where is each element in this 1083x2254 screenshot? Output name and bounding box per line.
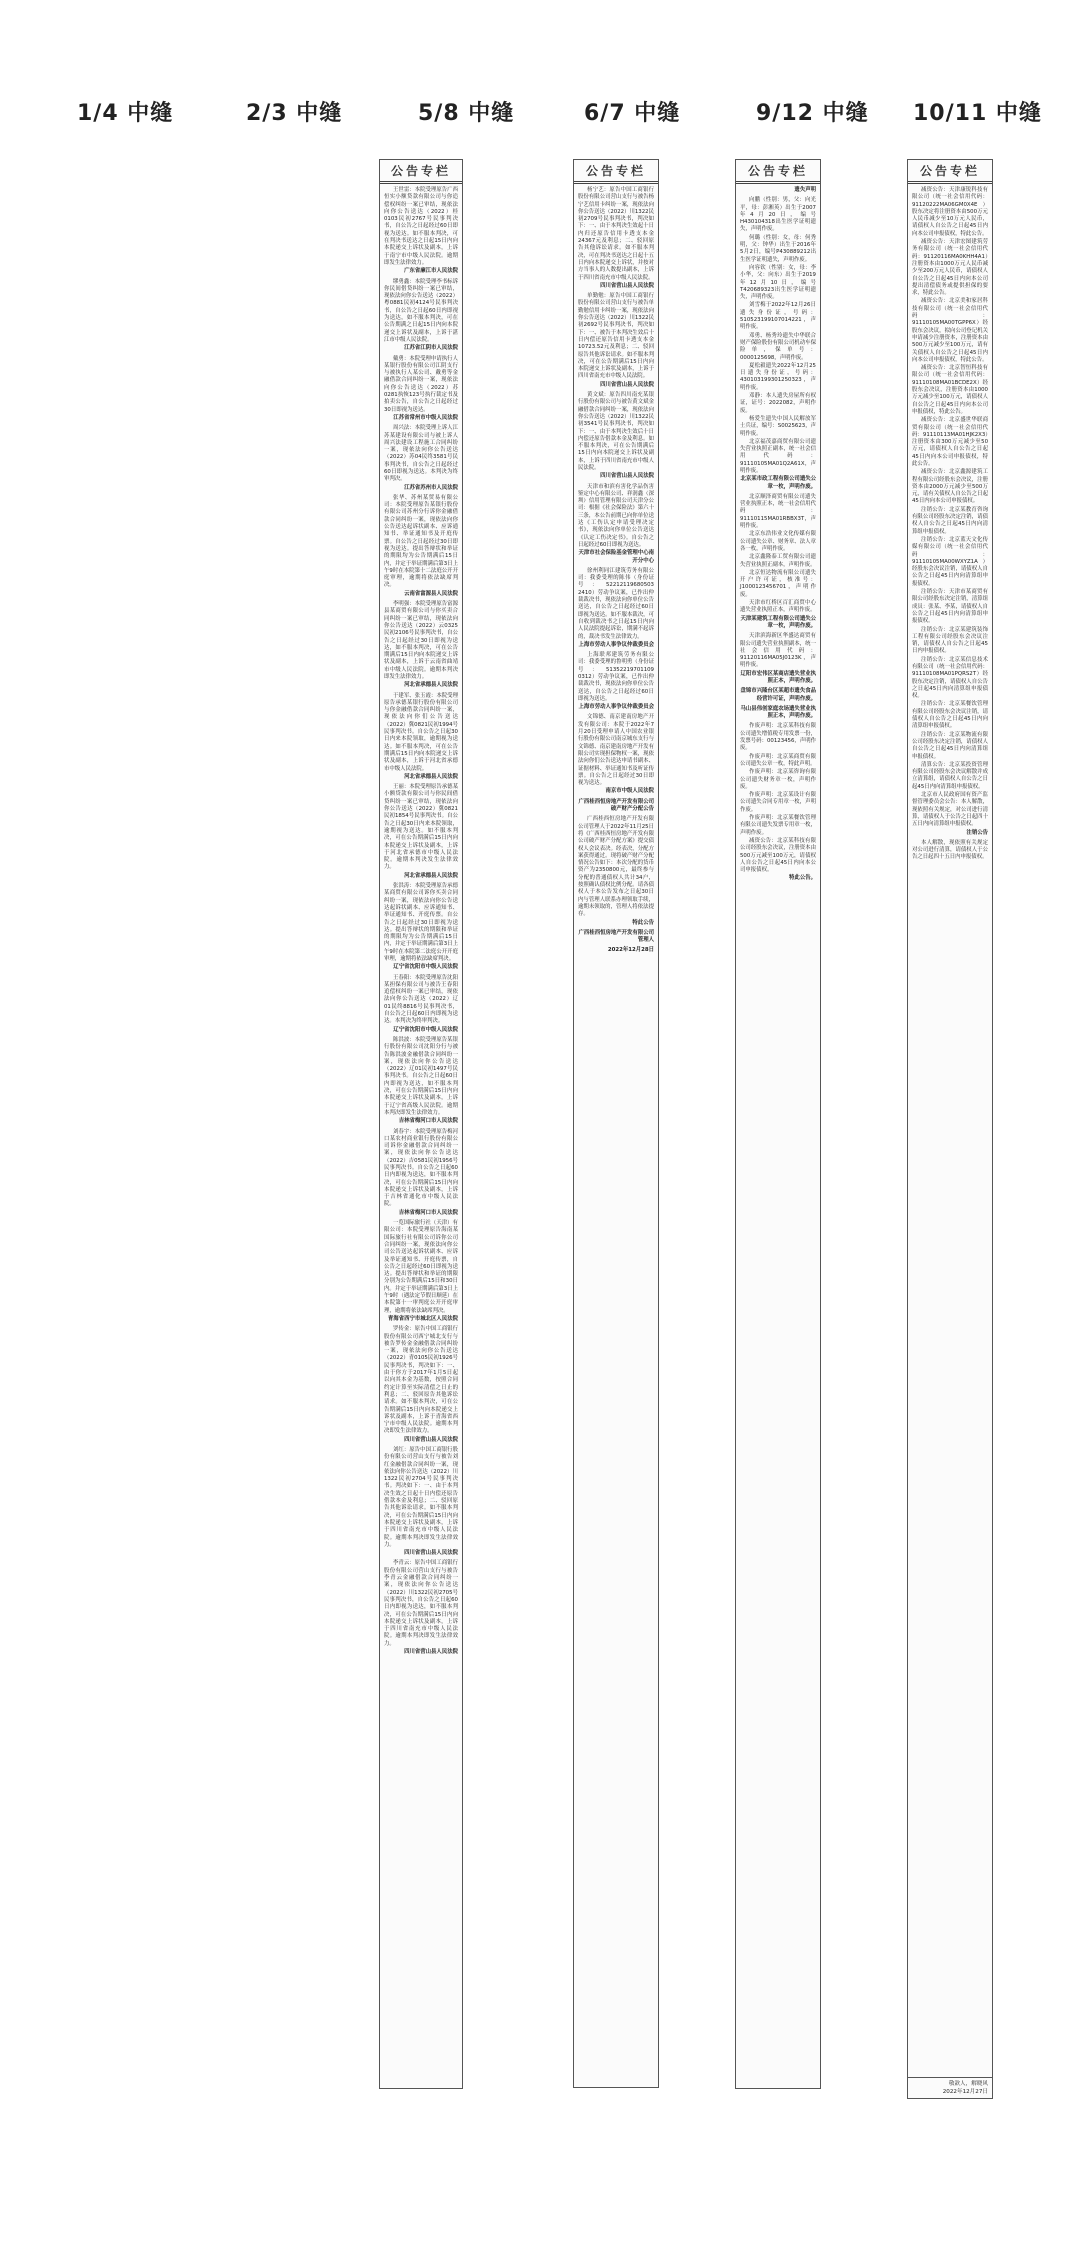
notice-paragraph: 注销公告：北京某餐饮管理有限公司经股东会决议注销，请债权人自公告之日起45日内向清算组申报债权。 <box>912 701 988 730</box>
page-label-1-4: 1/4 中缝 <box>77 101 174 126</box>
notice-paragraph: 北京市人民政府国有资产监督管理委员会公告：本人解散，现依照有关规定，对公司进行清算，请债权人于公告之日起四十五日内向清算组申报债权。 <box>912 792 988 828</box>
notice-paragraph: 作废声明：北京某商贸有限公司遗失公章一枚，特此声明。 <box>740 753 816 767</box>
notice-paragraph: 天津市和滨有害化学品伤害鉴定中心有限公司、祥润鑫（深圳）信用管理有限公司天津分公司：根据《社会保险法》第六十三条，本公告前期已向你单位送达《工伤认定申请受理决定书》，现依法向你单位公告送达《认定工伤决定书》。自公告之日起经过60日即视为送达。 <box>578 483 654 548</box>
notice-paragraph: 李青云：原告中国工商银行股份有限公司营山支行与被告李青云金融借款合同纠纷一案，现依法向你公告送达（2022）川1322民初2705号民事判决书，自公告之日起60日内即视为送达，如不服本判决，可在公告期满后15日内向本院递交上诉状及副本，上诉于四川省南充市中级人民法院。逾期本判决即发生法律效力。 <box>384 1560 458 1647</box>
notice-paragraph: 北京东浩伟业文化传媒有限公司遗失公章、财务章、法人章各一枚，声明作废。 <box>740 531 816 552</box>
notice-paragraph: 邓勇、杨秀玲遗失中华联合财产保险股份有限公司机动车保险单，保单号：0000125698，声明作废。 <box>740 332 816 361</box>
notice-paragraph: 李明强：本院受理原告富源县某商贸有限公司与你买卖合同纠纷一案已审结，现依法向你公告送达（2022）云0325民初2106号民事判决书，自公告之日起经过30日即视为送达，如不服本判决，可在公告期满后15日内向本院递交上诉状及副本，上诉于云南省曲靖市中级人民法院。逾期本判决即发生法律效力。 <box>384 601 458 680</box>
notice-paragraph: 减资公告：天津康锐科技有限公司（统一社会信用代码：91120222MA06GM0X4E）股东决定将注册资本由500万元人民币减少至10万元人民币，请债权人自公告之日起45日内向本公司申报债权，特此公告。 <box>912 187 988 237</box>
notice-paragraph: 夏松毅遗失2022年12月25日遗失身份证，号码：430103199301250323，声明作废。 <box>740 362 816 391</box>
column-body <box>736 184 820 889</box>
notice-signature: 江苏省江阴市人民法院 <box>404 345 458 352</box>
notice-paragraph: 天津滨海新区华盛达商贸有限公司遗失营业执照副本，统一社会信用代码：91120116MA05J0123K，声明作废。 <box>740 633 816 669</box>
notice-paragraph: 注销公告：北京某教育咨询有限公司经股东决定注销，请债权人自公告之日起45日内向清算组申报债权。 <box>912 506 988 535</box>
notice-signature: 2022年12月28日 <box>607 947 654 954</box>
notice-column-3 <box>735 159 821 2089</box>
notice-signature: 上海市劳动人事争议仲裁委员会 <box>578 704 654 711</box>
notice-paragraph: 注销公告：北京某信息技术有限公司（统一社会信用代码：91110108MA01PQRS2T）经股东决定注销，请债权人自公告之日起45日内向清算组申报债权。 <box>912 656 988 700</box>
notice-signature: 河北省承德县人民法院 <box>404 872 458 879</box>
column-footer-signature: 敬歆人，解晓风 2022年12月27日 <box>908 2077 992 2098</box>
notice-column-2 <box>573 159 659 2088</box>
notice-signature: 南京市中级人民法院 <box>605 788 654 795</box>
notice-paragraph: 张洪涛：本院受理原告承德某商贸有限公司诉你买卖合同纠纷一案，现依法向你公告送达起诉状副本、应诉通知书、举证通知书、开庭传票。自公告之日起经过30日即视为送达。提出答辩状的期限和举证的期限均为公告期满后15日内，并定于举证期满后第3日上午9时在本院第二法庭公开开庭审理，逾期将依法缺席判决。 <box>384 883 458 962</box>
notice-signature: 辽阳市宏伟区某商店遗失营业执照正本，声明作废。 <box>740 670 816 684</box>
notice-paragraph: 向鹏（性别：男，父：向光平，母：彭湘英）出生于2007年4月20日，编号H430104318出生医学证明遗失，声明作废。 <box>740 197 816 233</box>
notice-paragraph: 刘雪梅于2022年12月26日遗失身份证，号码：510523199107014221，声明作废。 <box>740 302 816 331</box>
notice-paragraph: 文锦德、南京建南房地产开发有限公司：本院于2022年7月20日受理申请人中国农业银行股份有限公司南京城东支行与文锦德、南京建南房地产开发有限公司实现担保物权一案，现依法向你们公告送达申请书副本、证据材料、举证通知书及听证传票。自公告之日起经过30日即视为送达。 <box>578 714 654 787</box>
notice-paragraph: 刘春宇：本院受理原告梅河口某农村商业银行股份有限公司诉你金融借款合同纠纷一案，现依法向你公告送达（2022）吉0581民初1956号民事判决书。自公告之日起60日内即视为送达，如不服本判决，可在公告期满后15日内向本院递交上诉状及副本，上诉于吉林省通化市中级人民法院。 <box>384 1128 458 1208</box>
notice-paragraph: 广西桂西恒房地产开发有限公司管理人于2022年11月25日将《广西桂西恒房地产开发有限公司破产财产分配方案》提交债权人会议表决。经表决，分配方案获得通过。现将破产财产分配情况公告如下：本次分配的货币资产为2350800元，最终参与分配的普通债权人共计34户，按照确认债权比例分配。请各债权人于本公告发布之日起30日内与管理人联系办理领取手续，逾期未领取的，管理人将依法提存。 <box>578 816 654 918</box>
notice-signature: 江苏省苏州市人民法院 <box>404 484 458 491</box>
notice-signature: 辽宁省沈阳市中级人民法院 <box>393 964 458 971</box>
notice-paragraph: 北京福茂嘉商贸有限公司遗失营业执照正副本，统一社会信用代码：91110105MA01Q2A61X，声明作废。 <box>740 438 816 474</box>
notice-paragraph: 杨爱生遗失中国人民解放军士兵证，编号：S0025623，声明作废。 <box>740 415 816 437</box>
notice-signature: 特此公告。 <box>789 875 816 882</box>
notice-paragraph: 注销公告：天津市某商贸有限公司经股东决定注销，清算组成员：张某、李某，请债权人自公告之日起45日内向清算组申报债权。 <box>912 589 988 625</box>
notice-paragraph: 作废声明：北京某餐饮管理有限公司遗失发票专用章一枚，声明作废。 <box>740 815 816 836</box>
notice-signature: 云南省富源县人民法院 <box>404 590 458 597</box>
notice-paragraph: 杨宁艺：原告中国工商银行股份有限公司营山支行与被告杨宁艺信用卡纠纷一案，现依法向你公告送达（2022）川1322民初2709号民事判决书，判决如下：一、由于本判决生效起十日内归还原告信用卡透支本金24367元及利息；二、驳回原告其他诉讼请求。如不服本判决，可在判决书送达之日起十五日内向本院递交上诉状，并按对方当事人的人数提出副本，上诉于四川省南充市中级人民法院。 <box>578 187 654 281</box>
notice-paragraph: 罗传金：原告中国工商银行股份有限公司西宁城北支行与被告罗传金金融借款合同纠纷一案，现依法向你公告送达（2022）青0105民初1926号民事判决书，判决如下：一、由于你方于2017年1月5日起以向其本金为基数，按照合同约定计算至实际清偿之日止的利息；二、驳回原告其他诉讼请求。如不服本判决，可在公告期满后15日内向本院递交上诉状及副本，上诉于青海省西宁市中级人民法院。逾期本判决即发生法律效力。 <box>384 1326 458 1435</box>
notice-signature: 辽宁省沈阳市中级人民法院 <box>393 1026 458 1033</box>
column-body <box>574 184 658 961</box>
page-label-10-11: 10/11 中缝 <box>913 101 1042 126</box>
notice-paragraph: 周兴法：本院受理上诉人江苏某建设有限公司与被上诉人周兴法建设工程施工合同纠纷一案，现依法向你公告送达（2022）苏04民终3581号民事判决书，自公告之日起经过60日即视为送达。本判决为终审判决。 <box>384 425 458 483</box>
notice-signature: 注销公告 <box>966 829 988 836</box>
notice-signature: 盘锦市兴隆台区某超市遗失食品经营许可证，声明作废。 <box>740 688 816 702</box>
notice-paragraph: 作废声明：北京某设计有限公司遗失合同专用章一枚，声明作废。 <box>740 792 816 813</box>
notice-paragraph: 向容钦（性别：女，母：李小华，父：向东）出生于2019年12月10日，编号T420689323出生医学证明遗失，声明作废。 <box>740 264 816 301</box>
column-title: 公告专栏 <box>380 160 462 184</box>
notice-paragraph: 张华、苏州某贸易有限公司：本院受理原告某银行股份有限公司苏州分行诉你金融借款合同纠纷一案，现依法向你公告送达起诉状副本、应诉通知书、举证通知书及开庭传票。自公告之日起经过30日即视为送达。提出答辩状和举证的期限均为公告期满后15日内，并定于举证期满后第3日上午9时在本院第十二法庭公开开庭审理，逾期将依法缺席判决。 <box>384 494 458 589</box>
notice-paragraph: 邓静：本人遗失房屋所有权证，证号：2022082，声明作废。 <box>740 393 816 414</box>
notice-paragraph: 作废声明：北京某科技有限公司遗失增值税专用发票一份，发票号码：00123456，声明作废。 <box>740 723 816 752</box>
notice-paragraph: 单勤勉：原告中国工商银行股份有限公司营山支行与被告单勤勉信用卡纠纷一案，现依法向你公告送达（2022）川1322民初2692号民事判决书，判决如下：一、被告于本判决生效后十日内偿还原告信用卡透支本金10723.52元及利息；二、驳回原告其他诉讼请求。如不服本判决，可在公告期满后15日内向本院递交上诉状及副本，上诉于四川省南充市中级人民法院。 <box>578 293 654 380</box>
notice-paragraph: 减资公告：北京鑫源建筑工程有限公司经股东会决议，注册资本由2000万元减少至500万元，请有关债权人自公告之日起45日内向本公司申报债权。 <box>912 469 988 505</box>
notice-paragraph: 天津市红桥区百汇商贸中心遗失营业执照正本，声明作废。 <box>740 600 816 614</box>
notice-signature: 吉林省梅河口市人民法院 <box>398 1118 458 1125</box>
notice-paragraph: 何璐（性别：女，母：何秀明，父：钟华）出生于2016年5月2日，编号P430889212出生医学证明遗失，声明作废。 <box>740 234 816 263</box>
notice-paragraph: 注销公告：北京某物流有限公司经股东决定注销，请债权人自公告之日起45日内向清算组申报债权。 <box>912 731 988 760</box>
notice-paragraph: 本人解散，现依照有关规定对公司进行清算，请债权人于公告之日起四十五日内申报债权。 <box>912 839 988 861</box>
notice-paragraph: 缪勇鑫：本院受理李书标诉你民间借贷纠纷一案已审结，现依法向你公告送达（2022）粤0881民初4124号民事判决书，自公告之日起60日内即视为送达，如不服本判决，可在公告期满之日起15日内向本院递交上诉状及副本，上诉于湛江市中级人民法院。 <box>384 278 458 343</box>
notice-paragraph: 上海联邦建筑劳务有限公司：我委受理的鲁明勇（身份证号：51352219701109 0312）劳动争议案，已作出仲裁裁决书，现依法向你单位公告送达，自公告之日起经过60日即视为送达。 <box>578 652 654 702</box>
notice-signature: 特此公告 <box>632 919 654 926</box>
page-label-5-8: 5/8 中缝 <box>418 101 515 126</box>
notice-signature: 广西桂西恒房地产开发有限公司破产财产分配公告 <box>578 798 654 813</box>
notice-signature: 四川省营山县人民法院 <box>404 1649 458 1655</box>
page-label-6-7: 6/7 中缝 <box>584 101 681 126</box>
notice-paragraph: 北京顺泽商贸有限公司遗失营业执照正本，统一社会信用代码：91110115MA01RBBX3T，声明作废。 <box>740 493 816 530</box>
notice-paragraph: 刘红：原告中国工商银行股份有限公司营山支行与被告刘红金融借款合同纠纷一案，现依法向你公告送达（2022）川1322民初2704号民事判决书。判决如下：一、由于本判决生效之日起十日内偿还原告借款本金及利息；二、驳回原告其他诉讼请求。如不服本判决，可在公告期满后15日内向本院递交上诉状及副本，上诉于四川省南充市中级人民法院。逾期本判决即发生法律效力。 <box>384 1446 458 1548</box>
notice-signature: 北京某市政工程有限公司遗失公章一枚，声明作废。 <box>740 476 816 490</box>
notice-paragraph: 王春阳：本院受理原告沈阳某担保有限公司与被告王春阳追偿权纠纷一案已审结，现依法向你公告送达（2022）辽01民终8816号民事判决书，自公告之日起60日内即视为送达。本判决为终审判决。 <box>384 974 458 1025</box>
notice-paragraph: 王世雷：本院受理原告广西恒实小额贷款有限公司与你追偿权纠纷一案已审结，现依法向你公告送达（2022）桂0103民初2767号民事判决书，自公告之日起经过60日即视为送达。如不服本判决，可在判决书送达之日起15日内向本院递交上诉状及副本，上诉于南宁市中级人民法院。逾期即发生法律效力。 <box>384 187 458 266</box>
notice-paragraph: 徐州利同江建筑劳务有限公司：我委受理的陈伟（身份证号：52212119680503 2410）劳动争议案，已作出仲裁裁决书，现依法向你单位公告送达，自公告之日起经过60日即视为送达。如不服本裁决，可自收到裁决书之日起15日内向人民法院提起诉讼，期满不起诉的，裁决书发生法律效力。 <box>578 567 654 640</box>
notice-paragraph: 作废声明：北京某咨询有限公司遗失财务章一枚，声明作废。 <box>740 769 816 790</box>
column-body <box>908 184 992 866</box>
notice-paragraph: 清算公告：北京某投资管理有限公司经股东会决议解散并成立清算组，请债权人自公告之日起45日内向清算组申报债权。 <box>912 761 988 790</box>
notice-paragraph: 减资公告：北京美和家居科技有限公司（统一社会信用代码：91110105MA00TGPP6X）经股东会决议，拟向公司登记机关申请减少注册资本，注册资本由500万元减少至100万元，请有关债权人自公告之日起45日内向本公司申报债权，特此公告。 <box>912 298 988 363</box>
notice-signature: 天津某建筑工程有限公司遗失公章一枚，声明作废。 <box>740 615 816 629</box>
notice-signature: 河北省承德县人民法院 <box>404 682 458 689</box>
notice-signature: 广西桂西恒房地产开发有限公司管理人 <box>578 929 654 944</box>
notice-signature: 上海市劳动人事争议仲裁委员会 <box>578 641 654 648</box>
notice-signature: 四川省营山县人民法院 <box>600 282 654 289</box>
notice-signature: 河北省承德县人民法院 <box>404 773 458 780</box>
column-title: 公告专栏 <box>574 160 658 184</box>
notice-signature: 遗失声明 <box>794 187 816 193</box>
notice-signature: 马山县伟创家庭农场遗失营业执照正本，声明作废。 <box>740 705 816 720</box>
notice-paragraph: 戴勇：本院受理申请执行人某银行股份有限公司江阴支行与被执行人某公司、戴勇等金融借款合同纠纷一案，现依法向你公告送达（2022）苏0281执恢123号执行裁定书及拍卖公告，自公告之日起经过30日即视为送达。 <box>384 355 458 413</box>
notice-signature: 天津市社会保险基金管理中心南开分中心 <box>578 550 654 564</box>
notice-signature: 四川省营山县人民法院 <box>600 381 654 388</box>
notice-paragraph: 注销公告：北京蓝天文化传媒有限公司（统一社会信用代码：91110105MA00WXYZ1A）经股东会决议注销，请债权人自公告之日起45日内向清算组申报债权。 <box>912 536 988 587</box>
notice-paragraph: 北京恒达物流有限公司遗失开户许可证，核准号：J1000123456701，声明作废。 <box>740 569 816 598</box>
notice-signature: 四川省营山县人民法院 <box>404 1436 458 1443</box>
column-body <box>380 184 462 1662</box>
notice-signature: 四川省营山县人民法院 <box>404 1550 458 1557</box>
notice-signature: 四川省营山县人民法院 <box>600 473 654 480</box>
notice-paragraph: 北京鑫隆泰工贸有限公司遗失营业执照正副本，声明作废。 <box>740 554 816 568</box>
notice-paragraph: 陈洪波：本院受理原告某银行股份有限公司沈阳分行与被告陈洪波金融借款合同纠纷一案，现依法向你公告送达（2022）辽01民初1497号民事判决书。自公告之日起60日内即视为送达，如不服本判决，可在公告期满后15日内向本院递交上诉状及副本，上诉于辽宁省高级人民法院。逾期本判决即发生法律效力。 <box>384 1036 458 1116</box>
notice-paragraph: 减资公告：北京某科技有限公司经股东会决议，注册资本由500万元减至100万元，请债权人自公告之日起45日内向本公司申报债权。 <box>740 837 816 874</box>
notice-signature: 江苏省常州市中级人民法院 <box>393 414 458 421</box>
page-label-9-12: 9/12 中缝 <box>756 101 869 126</box>
notice-paragraph: 于建军、张玉霞：本院受理原告承德某银行股份有限公司与你金融借款合同纠纷一案，现依法向你们公告送达（2022）冀0821民初1994号民事判决书。自公告之日起30日内来本院领取，逾期视为送达。如不服本判决，可在公告期满后15日内向本院递交上诉状及副本，上诉于河北省承德市中级人民法院。 <box>384 692 458 772</box>
notice-paragraph: 黄文斌：原告四川南充某银行股份有限公司与被告黄文斌金融借款合同纠纷一案，现依法向你公告送达（2022）川1322民初3541号民事判决书，判决如下：一、由于本判决生效后十日内偿还原告借款本金及利息。如不服本判决，可在公告期满后15日内向本院递交上诉状及副本，上诉于四川省南充市中级人民法院。 <box>578 392 654 471</box>
notice-signature: 广东省廉江市人民法院 <box>404 268 458 275</box>
notice-paragraph: 一览国际旅行社（天津）有限公司：本院受理原告海南某国际旅行社有限公司诉你公司合同纠纷一案，现依法向你公司公告送达起诉状副本、应诉及举证通知书、开庭传票，自公告之日起经过60日即视为送达。提出答辩状和举证的期限分别为公告期满后15日和30日内。并定于举证期满后第3日上午9时（遇法定节假日顺延）在本院第十一审判庭公开开庭审理，逾期将依法缺席判决。 <box>384 1220 458 1314</box>
notice-paragraph: 减资公告：天津宏图建筑劳务有限公司（统一社会信用代码：91120116MA0KHH4A1）注册资本由1000万元人民币减少至200万元人民币，请债权人自公告之日起45日内向本公司提出清偿债务或提供担保的要求，特此公告。 <box>912 239 988 297</box>
column-title: 公告专栏 <box>736 160 820 184</box>
notice-signature: 吉林省梅河口市人民法院 <box>398 1209 458 1216</box>
notice-paragraph: 注销公告：北京某建筑装饰工程有限公司经股东会决议注销，请债权人自公告之日起45日内申报债权。 <box>912 626 988 655</box>
notice-paragraph: 王丽：本院受理原告承德某小额贷款有限公司与你民间借贷纠纷一案已审结，现依法向你公告送达（2022）冀0821民初1854号民事判决书。自公告之日起30日内来本院领取，逾期视为送达。如不服本判决，可在公告期满后15日内向本院递交上诉状及副本，上诉于河北省承德市中级人民法院。逾期本判决发生法律效力。 <box>384 784 458 871</box>
notice-signature: 青海省西宁市城北区人民法院 <box>387 1315 458 1322</box>
notice-paragraph: 减资公告：北京智恒科技有限公司（统一社会信用代码：91110108MA01BCDE2X）经股东会决议，注册资本由1000万元减少至100万元，请债权人自公告之日起45日内向本公司申报债权，特此公告。 <box>912 365 988 415</box>
page-label-2-3: 2/3 中缝 <box>246 101 343 126</box>
notice-paragraph: 减资公告：北京盛世华联商贸有限公司（统一社会信用代码：91110113MA01HJK2X3）注册资本由300万元减少至50万元，请债权人自公告之日起45日内向本公司申报债权，特此公告。 <box>912 417 988 467</box>
notice-column-1 <box>379 159 463 2089</box>
notice-column-4 <box>907 159 993 2099</box>
column-title: 公告专栏 <box>908 160 992 184</box>
